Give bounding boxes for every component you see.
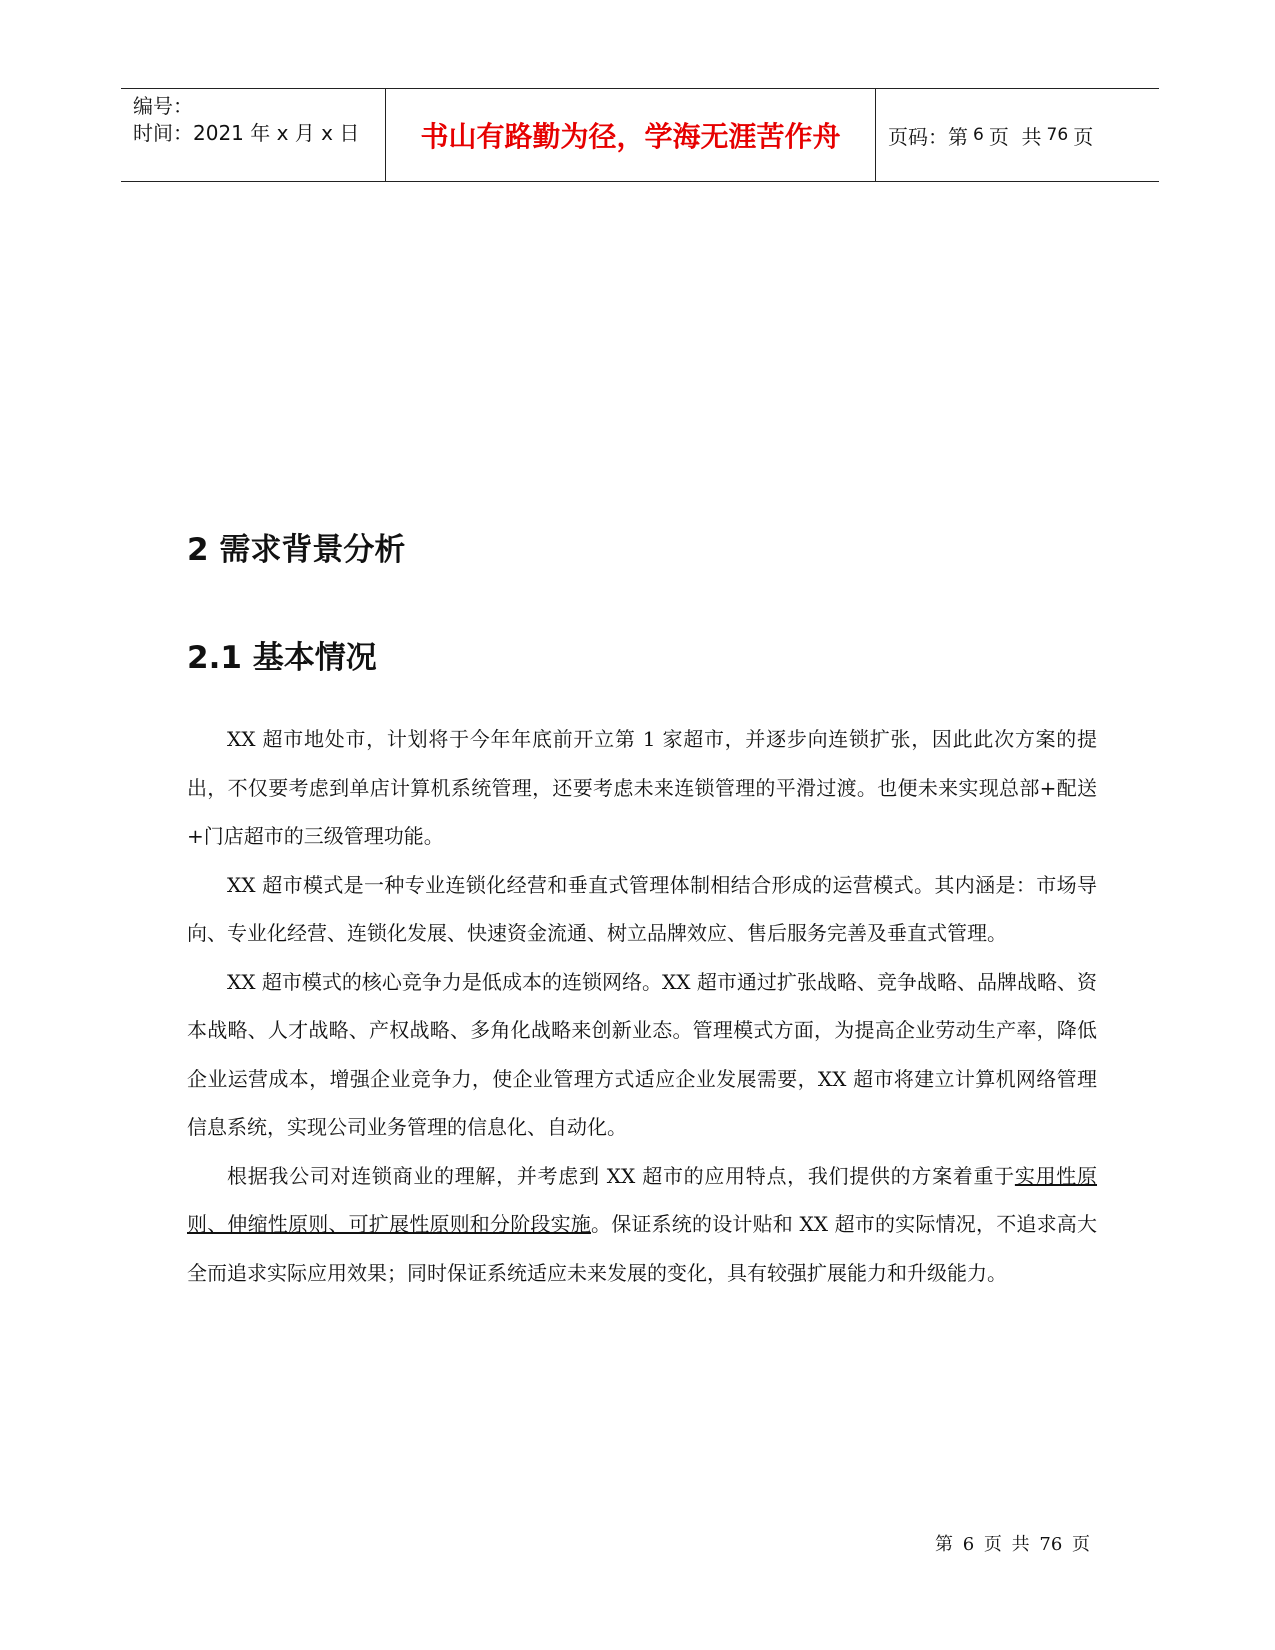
section-heading: 2 需求背景分析 — [187, 532, 406, 568]
page-footer: 第 6 页 共 76 页 — [935, 1534, 1090, 1555]
header-page-cell — [876, 89, 1159, 181]
document-number-label: 编号： — [133, 94, 193, 118]
header-motto-cell — [386, 89, 876, 181]
paragraph-4 — [187, 1152, 1097, 1298]
header-motto: 书山有路勤为径，学海无涯苦作舟 — [420, 120, 841, 153]
document-time: 时间：2021 年 x 月 x 日 — [133, 121, 360, 145]
paragraph-2: XX 超市模式是一种专业连锁化经营和垂直式管理体制相结合形成的运营模式。其内涵是：市场导向、专业化经营、连锁化发展、快速资金流通、树立品牌效应、售后服务完善及垂直式管理。 — [187, 872, 1097, 945]
paragraph-4-start: 根据我公司对连锁商业的理解，并考虑到 XX 超市的应用特点，我们提供的方案着重于 — [227, 1163, 1015, 1188]
page-current: 6 — [973, 125, 984, 145]
subsection-heading: 2.1 基本情况 — [187, 640, 377, 676]
page-header — [121, 88, 1159, 182]
page-prefix: 页码：第 — [888, 124, 968, 149]
paragraph-4-underlined: 实用性原则、伸缩性原则、可扩展性原则和分阶段实施 — [187, 1163, 1097, 1236]
body-text — [187, 715, 1097, 1297]
header-meta-cell — [121, 89, 386, 181]
page-suffix: 页 — [1073, 124, 1094, 149]
paragraph-1: XX 超市地处市，计划将于今年年底前开立第 1 家超市，并逐步向连锁扩张，因此此次方案的提出，不仅要考虑到单店计算机系统管理，还要考虑未来连锁管理的平滑过渡。也便未来实现总部+配送+门店超市的三级管理功能。 — [187, 727, 1097, 848]
paragraph-4-end: 。保证系统的设计贴和 XX 超市的实际情况，不追求高大全而追求实际应用效果；同时保证系统适应未来发展的变化，具有较强扩展能力和升级能力。 — [187, 1212, 1097, 1285]
paragraph-3: XX 超市模式的核心竞争力是低成本的连锁网络。XX 超市通过扩张战略、竞争战略、品牌战略、资本战略、人才战略、产权战略、多角化战略来创新业态。管理模式方面，为提高企业劳动生产率，降低企业运营成本，增强企业竞争力，使企业管理方式适应企业发展需要，XX 超市将建立计算机网络管理信息系统，实现公司业务管理的信息化、自动化。 — [187, 969, 1097, 1139]
page-mid: 页 共 — [988, 124, 1042, 149]
page-total: 76 — [1046, 125, 1069, 145]
